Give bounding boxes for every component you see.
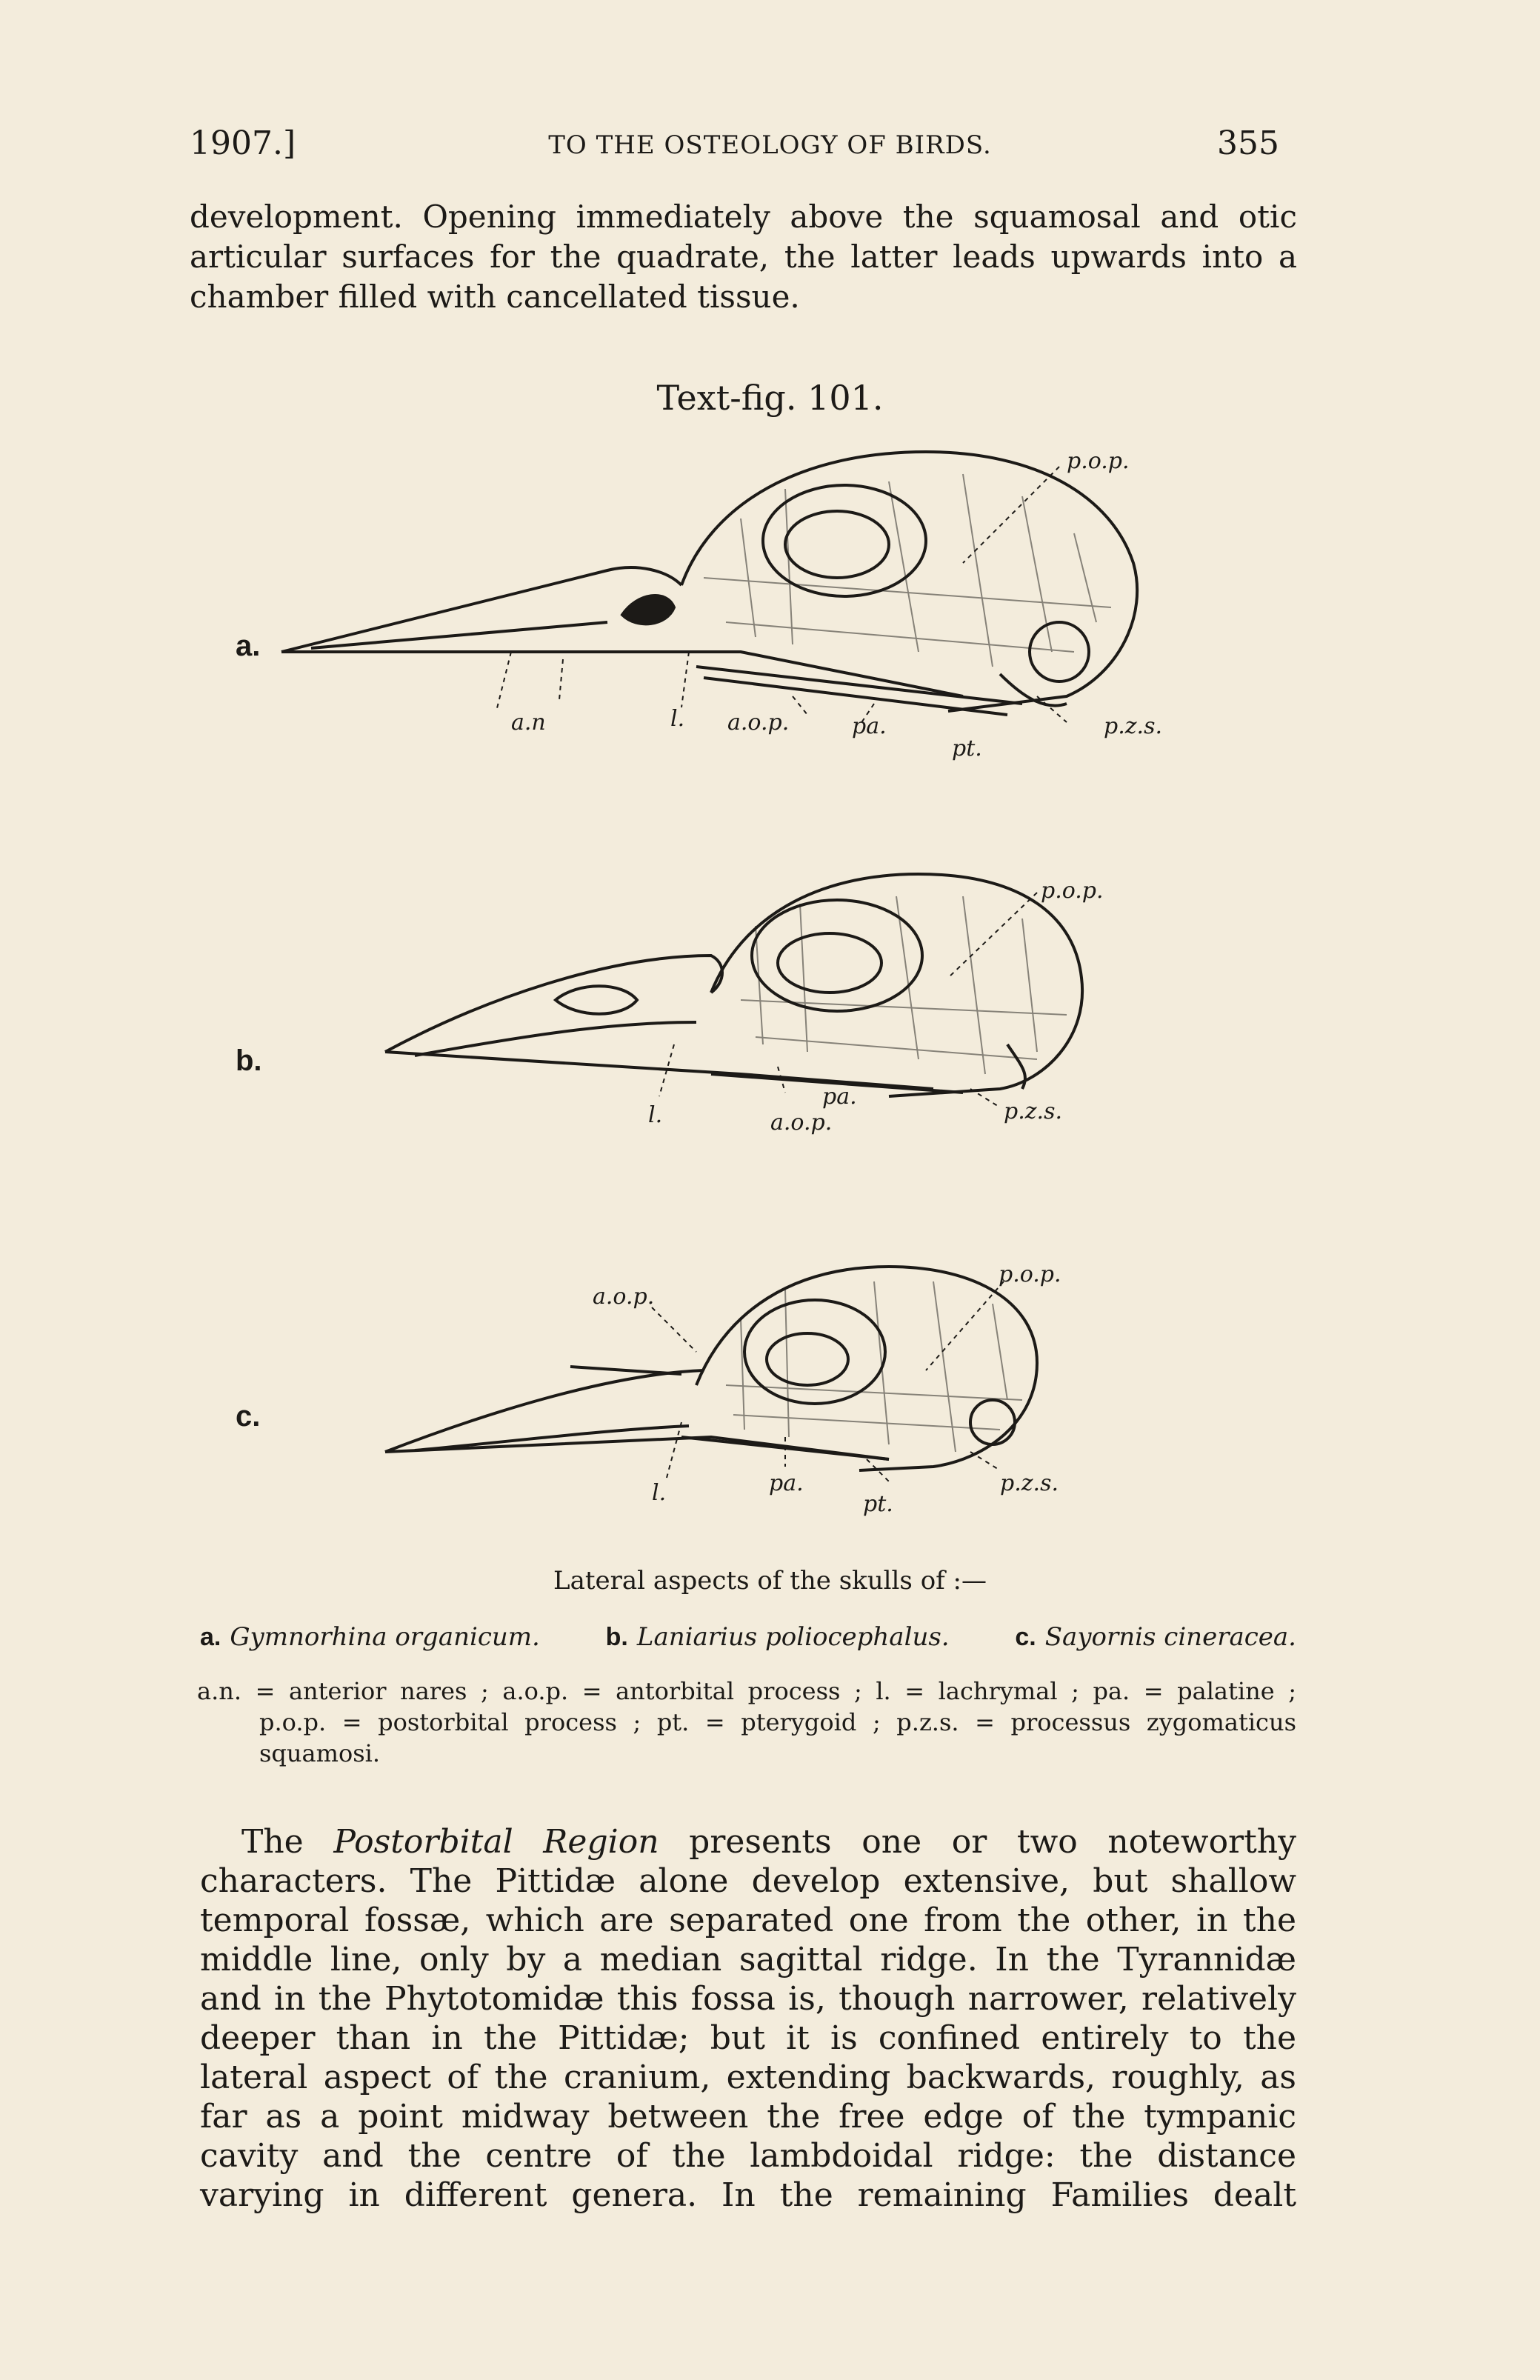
label-pzs: p.z.s.: [1104, 713, 1163, 739]
intro-paragraph: [190, 197, 1297, 317]
label-pop: p.o.p.: [1041, 878, 1104, 904]
skull-illustration-a: [222, 430, 1333, 770]
body-line: far as a point midway between the free edge of the tympanic: [200, 2098, 1296, 2136]
skull-illustration-c: [222, 1215, 1333, 1541]
species-letter: b.: [605, 1623, 628, 1651]
abbreviation-key: [197, 1676, 1296, 1769]
species-letter: a.: [200, 1623, 221, 1651]
label-l: l.: [670, 706, 685, 732]
panel-letter-a: a.: [236, 630, 261, 662]
label-pa: pa.: [822, 1084, 857, 1110]
body-first-word: The: [241, 1823, 304, 1861]
species-letter: c.: [1015, 1623, 1036, 1651]
body-line: characters. The Pittidæ alone develop extensive, but shallow: [200, 1862, 1296, 1900]
panel-letter-b: b.: [236, 1044, 262, 1077]
species-name: Laniarius poliocephalus.: [636, 1622, 950, 1652]
label-pa: pa.: [769, 1470, 804, 1496]
running-header-title: TO THE OSTEOLOGY OF BIRDS.: [548, 130, 992, 160]
figure-caption-title: Lateral aspects of the skulls of :—: [553, 1566, 987, 1596]
label-aop: a.o.p.: [727, 710, 790, 736]
species-name: Gymnorhina organicum.: [230, 1622, 540, 1652]
species-list: [200, 1622, 1296, 1652]
body-line: [200, 1822, 1296, 1861]
figure-title: Text-fig. 101.: [656, 378, 884, 418]
abbreviation-line: squamosi.: [259, 1739, 381, 1767]
body-paragraph: [200, 1822, 1296, 2215]
species-item: [606, 1622, 950, 1652]
skull-illustration-b: [222, 852, 1333, 1148]
label-aop: a.o.p.: [770, 1110, 833, 1136]
body-line: and in the Phytotomidæ this fossa is, though narrower, relatively: [200, 1980, 1296, 2018]
running-header-year: 1907.]: [190, 124, 296, 162]
panel-letter-c: c.: [236, 1400, 261, 1433]
label-l: l.: [648, 1102, 663, 1128]
label-l: l.: [652, 1480, 667, 1506]
label-pt: pt.: [952, 736, 982, 761]
abbreviation-line: a.n. = anterior nares ; a.o.p. = antorbital process ; l. = lachrymal ; pa. = palatine ;: [197, 1677, 1296, 1705]
body-line: deeper than in the Pittidæ; but it is confined entirely to the: [200, 2019, 1296, 2057]
label-pa: pa.: [852, 713, 887, 739]
species-item: [200, 1622, 540, 1652]
label-pzs: p.z.s.: [1004, 1099, 1063, 1124]
body-first-line-rest: presents one or two noteworthy: [689, 1823, 1296, 1861]
intro-line: chamber filled with cancellated tissue.: [190, 279, 800, 315]
abbreviation-line: p.o.p. = postorbital process ; pt. = pterygoid ; p.z.s. = processus zygomaticus: [259, 1708, 1296, 1736]
section-title: Postorbital Region: [333, 1823, 659, 1861]
label-pt: pt.: [863, 1491, 893, 1517]
body-line: lateral aspect of the cranium, extending backwards, roughly, as: [200, 2059, 1296, 2096]
intro-line: articular surfaces for the quadrate, the latter leads upwards into a: [190, 239, 1297, 275]
body-line: varying in different genera. In the remaining Families dealt: [200, 2176, 1296, 2214]
page-number: 355: [1217, 124, 1279, 162]
label-an: a.n: [511, 710, 546, 736]
intro-line: development. Opening immediately above the squamosal and otic: [190, 199, 1297, 235]
species-name: Sayornis cineracea.: [1044, 1622, 1296, 1652]
label-pop: p.o.p.: [999, 1261, 1061, 1287]
label-pop: p.o.p.: [1067, 448, 1130, 474]
body-line: cavity and the centre of the lambdoidal ridge: the distance: [200, 2137, 1296, 2175]
body-line: middle line, only by a median sagittal ridge. In the Tyrannidæ: [200, 1941, 1296, 1979]
body-line: temporal fossæ, which are separated one from the other, in the: [200, 1901, 1296, 1939]
species-item: [1015, 1622, 1296, 1652]
label-aop: a.o.p.: [593, 1284, 655, 1310]
label-pzs: p.z.s.: [1000, 1470, 1059, 1496]
